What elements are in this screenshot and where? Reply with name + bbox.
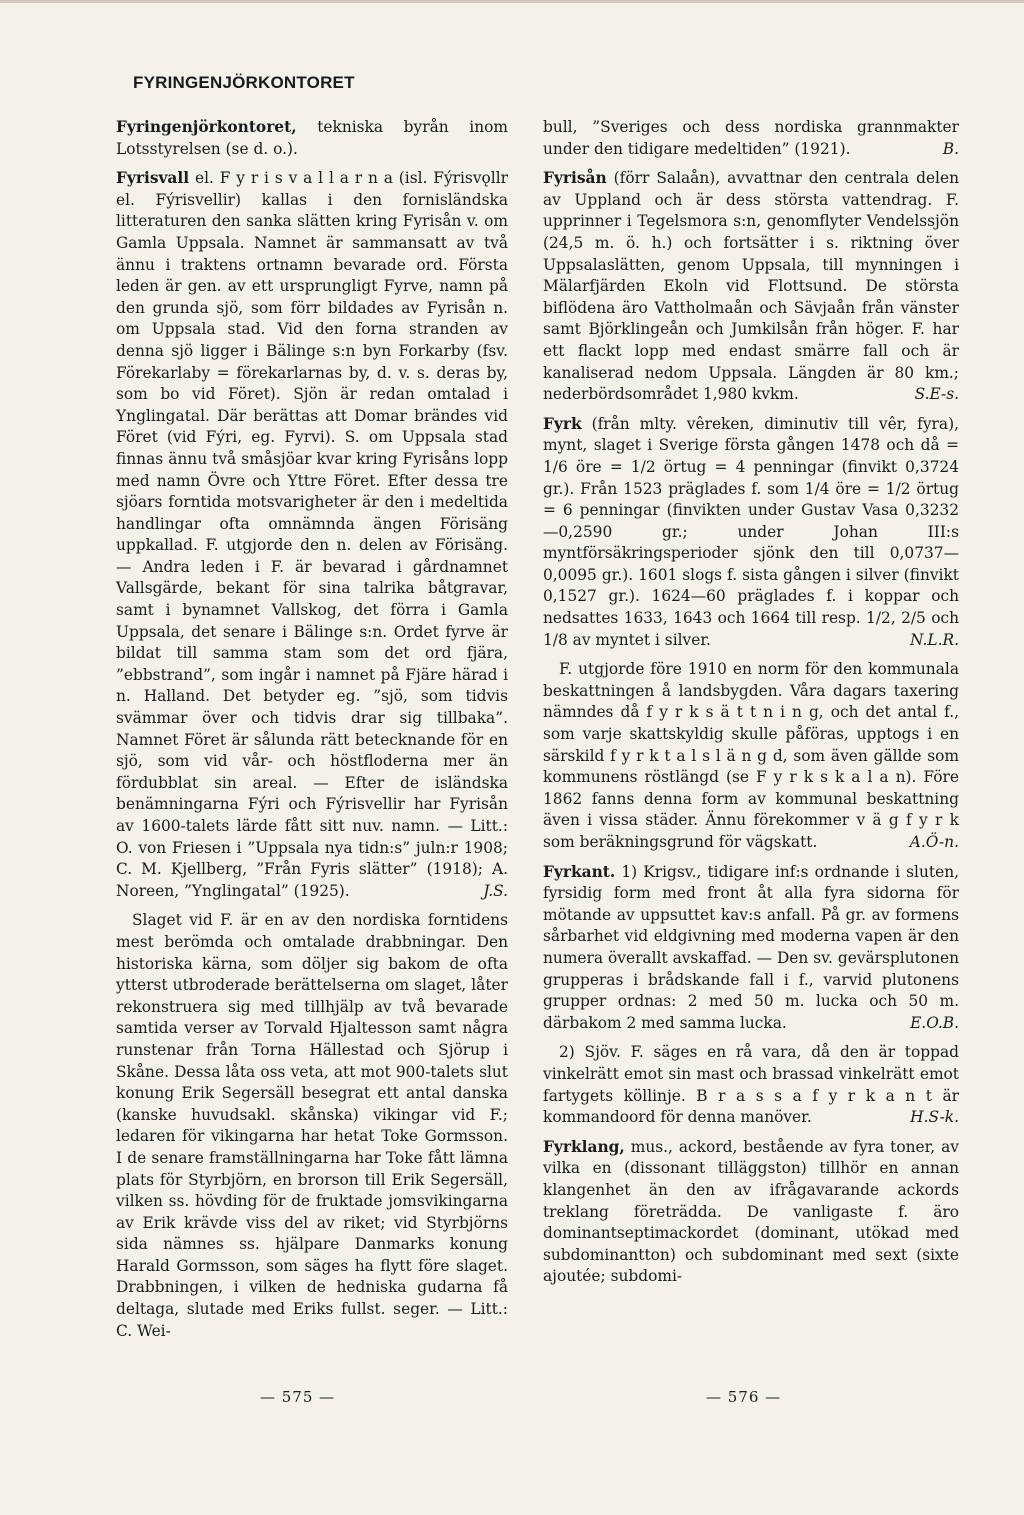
entry-fyrklang — [543, 1137, 959, 1288]
headword: Fyringenjörkontoret, — [116, 118, 297, 136]
entry-fyrisan — [543, 168, 959, 406]
signature: N.L.R. — [910, 630, 959, 649]
entry-text: Slaget vid F. är en av den nordiska forntidens mest berömda och omtalade drabbningar. Den historiska kärna, som döljer sig bakom de ofta ytterst utbroderade berättelserna om slaget, låter rekonstruera sig med tillhjälp av två bevarade samtida verser av Torvald Hjaltesson samt några runstenar från Torna Hällestad och Sjörup i Skåne. Dessa låta oss veta, att mot 900-talets slut konung Erik Segersäll besegrat ett antal danska (kanske huvudsakl. skånska) vikingar vid F.; ledaren för vikingarna har hetat Toke Gormsson. I de senare framställningarna har Toke fått lämna plats för Styrbjörn, en brorson till Erik Segersäll, vilken ss. hövding för de fruktade jomsvikingarna av Erik krävde viss del av riket; vid Styrbjörns sida nämnes ss. hjälpare Danmarks konung Harald Gormsson, som säges ha flytt före slaget. Drabbningen, i vilken de hedniska gudarna få deltaga, slutade med Eriks fullst. seger. — Litt.: C. Wei- — [116, 911, 508, 1340]
running-head: FYRINGENJÖRKONTORET — [133, 73, 355, 92]
entry-text: bull, ”Sveriges och dess nordiska grannmakter under den tidigare medeltiden” (1921). — [543, 118, 959, 158]
entry-slaget — [116, 910, 508, 1342]
top-rule — [0, 0, 1024, 3]
headword: Fyrk — [543, 414, 582, 433]
entry-text: 1) Krigsv., tidigare inf:s ordnande i sluten, fyrsidig form med front åt alla fyra sidorna för mötande av uppsuttet kav:s anfall. På gr. av formens sårbarhet vid eldgivning med moderna vapen är den numera överallt avskaffad. — Den sv. gevärsplutonen grupperas i brådskande fall i f., varvid plutonens grupper ordnas: 2 med 50 m. lucka och 50 m. därbakom 2 med samma lucka. — [543, 862, 959, 1032]
headword: Fyrklang, — [543, 1137, 625, 1156]
headword: Fyrisvall — [116, 169, 190, 188]
headword: Fyrisån — [543, 169, 607, 188]
signature: E.O.B. — [910, 1013, 959, 1032]
entry-text: (förr Salaån), avvattnar den centrala delen av Uppland och är dess största vattendrag. F. upprinner i Tegelsmora s:n, genomflyter Vendelssjön (24,5 m. ö. h.) och fortsätter i s. riktning över Uppsalaslätten, genom Uppsala, till mynningen i Mälarfjärden Ekoln vid Flottsund. De största biflödena äro Vattholmaån och Sävjaån från vänster samt Björklingeån och Jumkilsån från höger. F. har ett flackt lopp med endast smärre fall och är kanaliserad nedom Uppsala. Längden är 80 km.; nederbördsområdet 1,980 kvkm. — [543, 169, 959, 404]
entry-continuation — [543, 117, 959, 160]
entry-text: (från mlty. vêreken, diminutiv till vêr, fyra), mynt, slaget i Sverige första gången 1478 och då = 1/6 öre = 1/2 örtug = 4 penningar (finvikt 0,3724 gr.). Från 1523 präglades f. som 1/4 öre = 1/2 örtug = 6 penningar (finvikten under Gustav Vasa 0,3232—0,2590 gr.; under Johan III:s myntförsäkringsperioder sjönk den till 0,0737—0,0095 gr.). 1601 slogs f. sista gången i silver (finvikt 0,1527 gr.). 1624—60 präglades f. i koppar och nedsattes 1633, 1643 och 1664 till resp. 1/2, 2/5 och 1/8 av myntet i silver. — [543, 414, 959, 649]
entry-text: tekniska byrån inom Lotsstyrelsen (se d. o.). — [116, 118, 508, 158]
signature: B. — [942, 139, 959, 158]
entry-fyrisvall — [116, 168, 508, 902]
entry-fyrkant — [543, 862, 959, 1035]
entry-text: 2) Sjöv. F. säges en rå vara, då den är toppad vinkelrätt emot sin mast och brassad vinkelrätt emot fartygets köllinje. B r a s s a f y r k a n t är kommandoord för denna manöver. — [543, 1043, 959, 1127]
signature: A.Ö-n. — [909, 833, 959, 851]
entry-fyringenjorkontoret — [116, 117, 508, 160]
right-column — [543, 117, 959, 1296]
headword: Fyrkant. — [543, 862, 616, 881]
left-column — [116, 117, 508, 1350]
entry-fyrk — [543, 414, 959, 652]
signature: S.E-s. — [914, 385, 959, 404]
entry-text: mus., ackord, bestående av fyra toner, av vilka en (dissonant tilläggston) tillhör en annan klangenhet än den av ifrågavarande ackords treklang företrädda. De vanligaste f. äro dominantseptimackordet (dominant, utökad med subdominantton) och subdominant med sext (sixte ajoutée; subdomi- — [543, 1137, 959, 1286]
entry-text: F. utgjorde före 1910 en norm för den kommunala beskattningen å landsbygden. Våra dagars taxering nämndes då f y r k s ä t t n i n g, och det antal f., som varje skattskyldig skulle påföras, upptogs i en särskild f y r k t a l s l ä n g d, som även gällde som kommunens röstlängd (se F y r k s k a l a n). Före 1862 fanns denna form av kommunal beskattning även i vissa städer. Ännu förekommer v ä g f y r k som beräkningsgrund för vägskatt. — [543, 660, 959, 851]
signature: J.S. — [483, 881, 508, 900]
page-number-left: — 575 — — [260, 1388, 336, 1406]
entry-text: el. F y r i s v a l l a r n a (isl. Fýrisvǫllr el. Fýrisvellir) kallas i den fornisländska litteraturen den sanka slätten kring Fyrisån v. om Gamla Uppsala. Namnet är sammansatt av två ännu i traktens ortnamn bevarade ord. Första leden är gen. av ett ursprungligt Fyrve, namn på den grunda sjö, som förr bildades av Fyrisån n. om Uppsala stad. Vid den forna stranden av denna sjö ligger i Bälinge s:n byn Forkarby (fsv. Förekarlaby = förekarlarnas by, d. v. s. deras by, som bo vid Föret). Sjön är redan omtalad i Ynglingatal. Där berättas att Domar brändes vid Föret (vid Fýri, eg. Fyrvi). S. om Uppsala stad finnas ännu två småsjöar kvar kring Fyrisåns lopp med namn Övre och Yttre Föret. Efter dessa tre sjöars forntida motsvarigheter är den i medeltida handlingar ofta omnämnda ängen Förisäng uppkallad. F. utgjorde den n. delen av Förisäng. — Andra leden i F. är bevarad i gårdnamnet Vallsgärde, bekant för sina talrika båtgravar, samt i bynamnet Vallskog, det förra i Gamla Uppsala, det senare i Bälinge s:n. Ordet fyrve är bildat till samma stam som det ord fjära, ”ebbstrand”, som ingår i namnet på Fjäre härad i n. Halland. Det betyder eg. ”sjö, som tidvis svämmar över och tidvis drar sig tillbaka”. Namnet Föret är sålunda rätt betecknande för en sjö, som vid vår- och höstfloderna mer än fördubblat sin areal. — Efter de isländska benämningarna Fýri och Fýrisvellir har Fyrisån av 1600-talets lärde fått sitt nuv. namn. — Litt.: O. von Friesen i ”Uppsala nya tidn:s” juln:r 1908; C. M. Kjellberg, ”Från Fyris slätter” (1918); A. Noreen, ”Ynglingatal” (1925). — [116, 169, 508, 900]
page-number-right: — 576 — — [706, 1388, 782, 1406]
entry-fyrkant-sjov — [543, 1042, 959, 1128]
entry-fyrk-tax — [543, 659, 959, 853]
signature: H.S-k. — [910, 1108, 959, 1127]
